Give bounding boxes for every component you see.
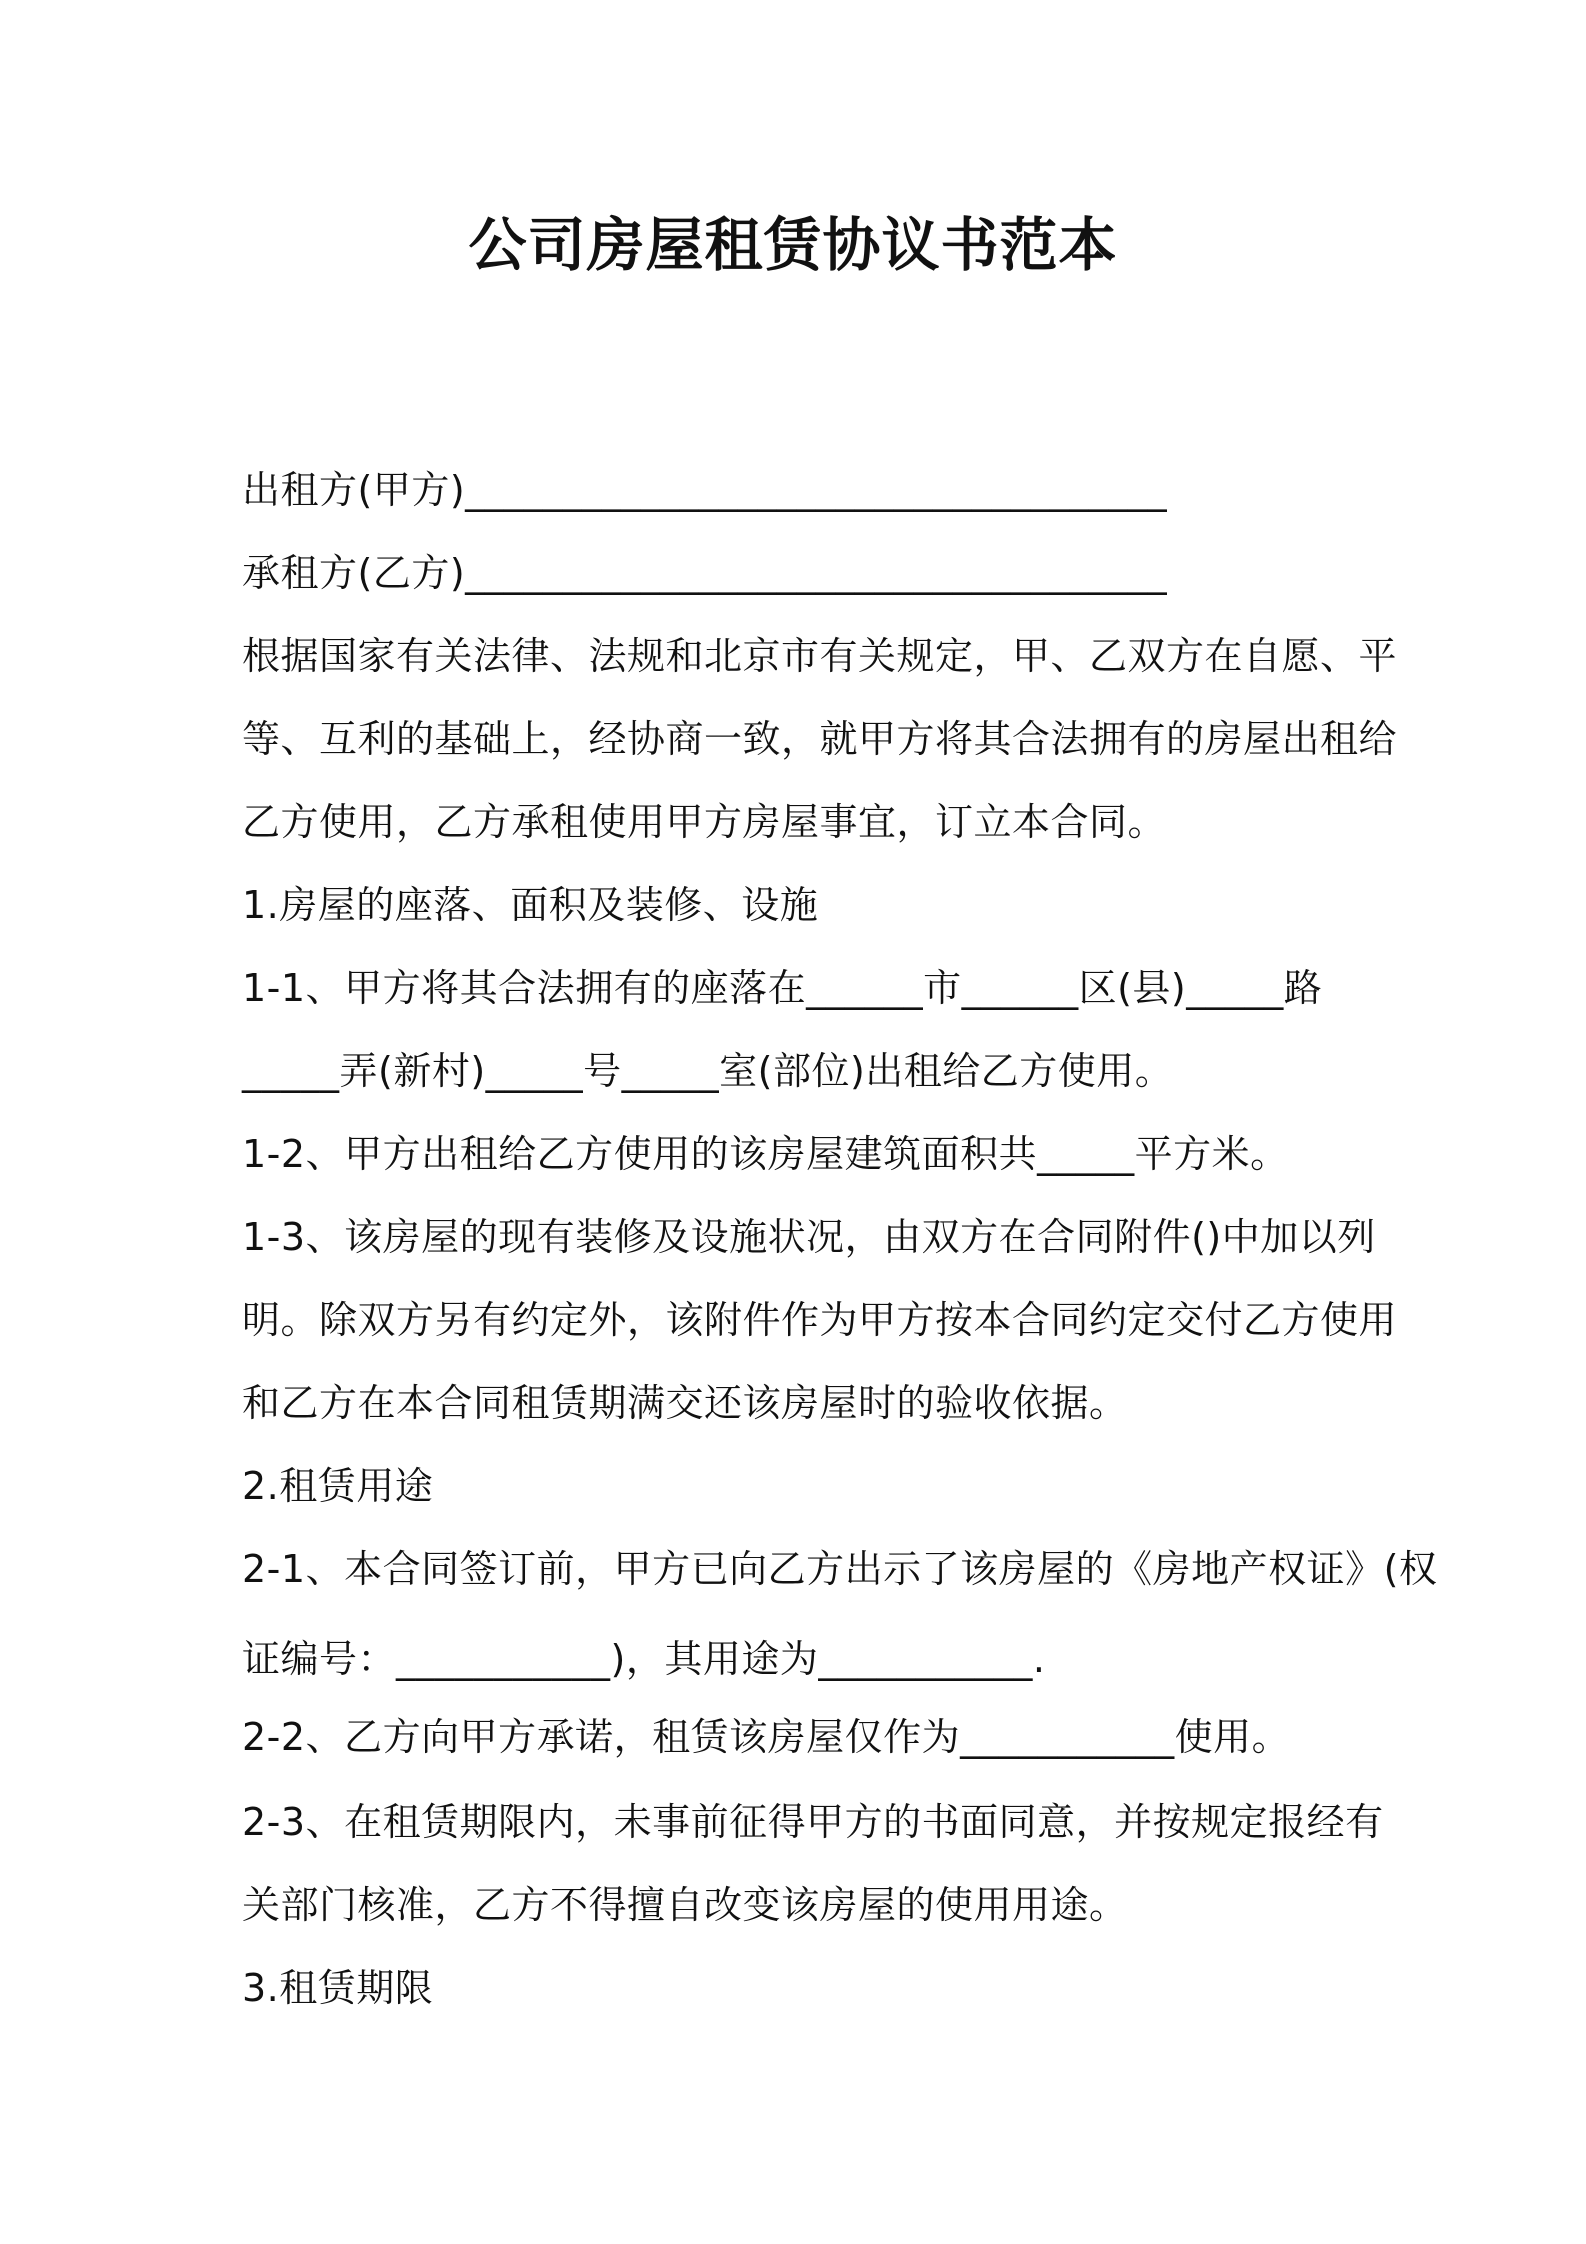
clause-1-1-line-1: 1-1、甲方将其合法拥有的座落在______市______区(县)_____路 <box>242 966 1323 1010</box>
preamble-line-2: 等、互利的基础上，经协商一致，就甲方将其合法拥有的房屋出租给 <box>242 717 1398 761</box>
clause-1-3-line-1: 1-3、该房屋的现有装修及设施状况，由双方在合同附件()中加以列 <box>242 1215 1376 1259</box>
clause-1-2: 1-2、甲方出租给乙方使用的该房屋建筑面积共_____平方米。 <box>242 1132 1289 1176</box>
clause-1-3-line-2: 明。除双方另有约定外，该附件作为甲方按本合同约定交付乙方使用 <box>242 1298 1398 1342</box>
preamble-line-1: 根据国家有关法律、法规和北京市有关规定，甲、乙双方在自愿、平 <box>242 634 1398 678</box>
document-title: 公司房屋租赁协议书范本 <box>468 211 1118 279</box>
section-2-heading: 2.租赁用途 <box>242 1464 434 1508</box>
section-1-heading: 1.房屋的座落、面积及装修、设施 <box>242 883 819 927</box>
lessee-line: 承租方(乙方)____________________________________ <box>242 551 1168 595</box>
clause-1-1-line-2: _____弄(新村)_____号_____室(部位)出租给乙方使用。 <box>242 1049 1174 1093</box>
clause-2-2: 2-2、乙方向甲方承诺，租赁该房屋仅作为___________使用。 <box>242 1715 1291 1759</box>
clause-2-1-line-1: 2-1、本合同签订前，甲方已向乙方出示了该房屋的《房地产权证》(权 <box>242 1547 1438 1591</box>
lessor-line: 出租方(甲方)____________________________________ <box>242 468 1168 512</box>
clause-1-3-line-3: 和乙方在本合同租赁期满交还该房屋时的验收依据。 <box>242 1381 1128 1425</box>
preamble-line-3: 乙方使用，乙方承租使用甲方房屋事宜，订立本合同。 <box>242 800 1167 844</box>
clause-2-3-line-1: 2-3、在租赁期限内，未事前征得甲方的书面同意，并按规定报经有 <box>242 1800 1384 1844</box>
clause-2-3-line-2: 关部门核准，乙方不得擅自改变该房屋的使用用途。 <box>242 1883 1128 1927</box>
section-3-heading: 3.租赁期限 <box>242 1966 434 2010</box>
clause-2-1-line-2: 证编号：___________)，其用途为___________. <box>242 1637 1046 1681</box>
